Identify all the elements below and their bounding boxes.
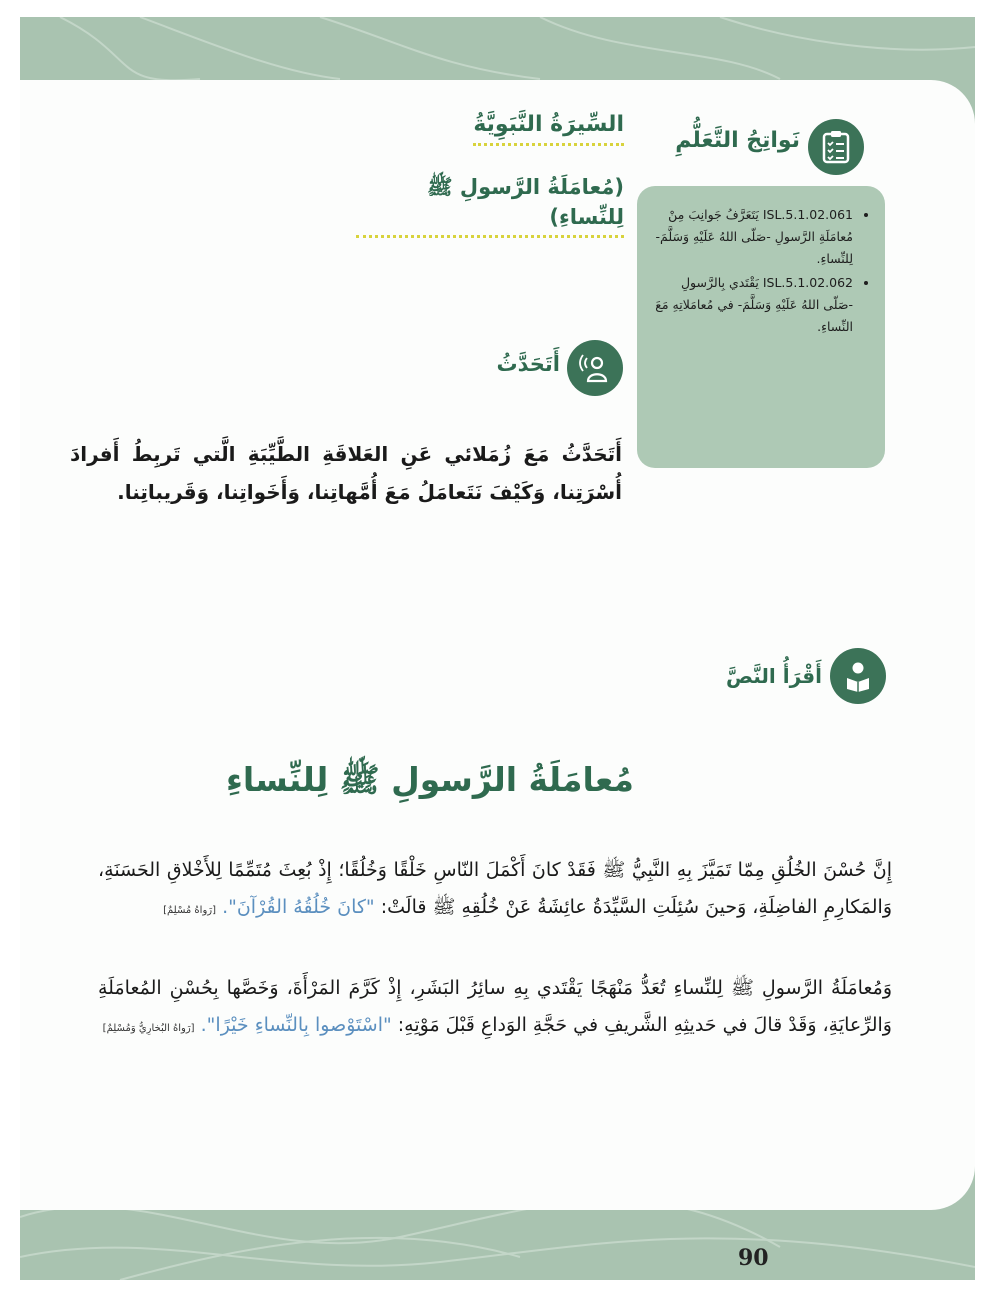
paragraph-2-text: وَمُعامَلَةُ الرَّسولِ ﷺ لِلنِّساءِ تُعَدُّ مَنْهَجًا يَقْتَدي بِهِ سائِرُ البَشَرِ، إِذْ كَرَّمَ المَرْأَةَ، وَخَصَّها بِحُسْنِ المُعامَلَةِ وَالرِّعايَةِ، وَقَدْ قالَ في حَديثِهِ الشَّريفِ في حَجَّةِ الوَداعِ قَبْلَ مَوْتِهِ: <box>98 977 892 1036</box>
learning-outcomes-box <box>637 186 885 468</box>
section-subtitle: (مُعامَلَةُ الرَّسولِ ﷺ لِلنِّساءِ) <box>356 174 624 238</box>
paragraph-1 <box>98 852 892 929</box>
speak-text: أَتَحَدَّثُ مَعَ زُمَلائي عَنِ العَلاقَةِ الطَّيِّبَةِ الَّتي تَربِطُ أَفرادَ أُسْرَتِنا، وَكَيْفَ نَتَعامَلُ مَعَ أُمَّهاتِنا، وَأَخَواتِنا، وَقَريباتِنا. <box>70 442 622 504</box>
page-number: 90 <box>738 1245 769 1271</box>
reading-icon <box>830 648 886 704</box>
paragraph-1-text: إِنَّ حُسْنَ الخُلُقِ مِمّا تَمَيَّزَ بِهِ النَّبِيُّ ﷺ فَقَدْ كانَ أَكْمَلَ النّاسِ خَلْقًا وَخُلُقًا؛ إِذْ بُعِثَ مُتَمِّمًا لِلأَخْلاقِ الحَسَنَةِ، وَالمَكارِمِ الفاضِلَةِ، وَحينَ سُئِلَتِ السَّيِّدَةُ عائِشَةُ عَنْ خُلُقِهِ ﷺ قالَتْ: <box>98 859 892 918</box>
citation-1: [رَواهُ مُسْلِمٌ] <box>163 905 217 916</box>
read-title: أَقْرَأُ النَّصَّ <box>725 664 822 688</box>
text-main-title: مُعامَلَةُ الرَّسولِ ﷺ لِلنِّساءِ <box>226 760 634 799</box>
section-title: السِّيرَةُ النَّبَوِيَّةُ <box>473 112 624 146</box>
outcome-item: • ISL.5.1.02.062 يَقْتَدي بِالرَّسولِ -صَلّى اللهُ عَلَيْهِ وَسَلَّمَ- في مُعامَلاتِهِ مَعَ النِّساءِ. <box>651 272 853 338</box>
hadith-quote-2: "اسْتَوْصوا بِالنِّساءِ خَيْرًا". <box>200 1014 392 1036</box>
citation-2: [رَواهُ البُخارِيُّ وَمُسْلِمٌ] <box>102 1023 195 1034</box>
outcomes-title: نَواتِجُ التَّعَلُّمِ <box>675 128 800 153</box>
paragraph-2 <box>98 970 892 1047</box>
speak-title: أَتَحَدَّثُ <box>496 352 560 376</box>
hadith-quote-1: "كانَ خُلُقُهُ القُرْآنَ". <box>222 896 375 918</box>
section-subtitle-wrap <box>356 174 624 238</box>
clipboard-icon <box>808 119 864 175</box>
speaking-icon <box>567 340 623 396</box>
section-heading <box>356 112 624 146</box>
outcome-item: • ISL.5.1.02.061 يَتَعَرَّفُ جَوانِبَ مِنْ مُعامَلَةِ الرَّسولِ -صَلّى اللهُ عَلَيْهِ وَسَلَّمَ- لِلنِّساءِ. <box>651 204 853 270</box>
